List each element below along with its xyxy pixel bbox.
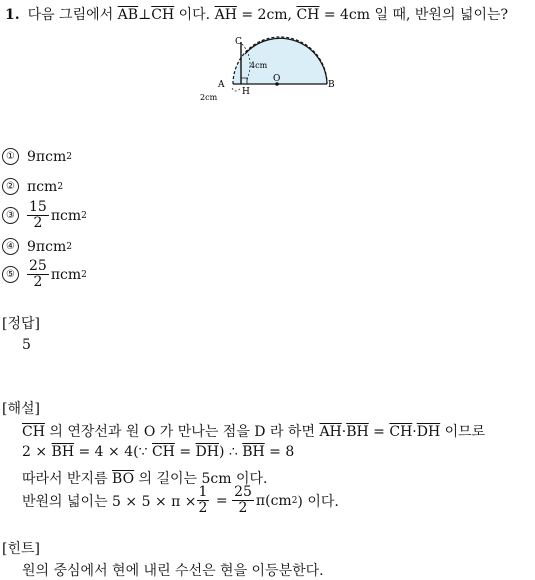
choice-2[interactable]: ② πcm 2 [2, 178, 63, 195]
hint-header: [힌트] [2, 541, 40, 557]
label-a: A [218, 80, 225, 90]
choice-5[interactable]: ⑤ $\frac{25}{2}$ πcm 2 [2, 259, 87, 290]
solution-line-2: $2 \times \overline{BH} = 4$ × 4(∵ $\overline{CH} = \overline{DH}$) ∴ $\overline{BH} = 8$ [22, 444, 295, 460]
fraction: $\frac{15}{2}$ [29, 199, 47, 231]
label-c: C [235, 37, 242, 47]
question-number: 1. [5, 7, 20, 23]
ah-brace [232, 88, 241, 91]
question-text: 1. 다음 그림에서 $\overline{AB}\perp\overline{CH}$ 이다. $\overline{AH} = 2cm$, $\overline{CH} = 4cm$ 일 때, 반원의 넓이는? [5, 7, 508, 23]
answer-value: 5 [22, 337, 31, 353]
choice-4[interactable]: ④ 9πcm 2 [2, 238, 72, 255]
answer-header: [정답] [2, 316, 40, 332]
fraction: $\frac{1}{2}$ [198, 484, 208, 516]
label-o: O [273, 74, 281, 84]
choice-mark: ③ [2, 207, 19, 224]
solution-line-4: 반원의 넓이는 5 × 5 × π × $\frac{1}{2}$ = $\frac{25}{2}$ π(cm 2 ) 이다. [22, 484, 339, 516]
semicircle-figure [195, 28, 345, 108]
label-ah-length: 2cm [200, 93, 218, 102]
label-b: B [328, 80, 335, 90]
solution-line-1: $\overline{CH}$ 의 연장선과 원 O 가 만나는 점을 D 라 하면 $\overline{AH}\cdot\overline{BH} = \overline{CH}\cdot\overline{DH}$ 이므로 [22, 424, 486, 440]
solution-header: [해설] [2, 401, 40, 417]
label-ch-length: 4cm [250, 61, 268, 70]
choice-mark: ② [2, 178, 19, 195]
choice-3[interactable]: ③ $\frac{15}{2}$ πcm 2 [2, 200, 87, 231]
solution-line-3: 따라서 반지름 $\overline{BO}$ 의 길이는 5cm 이다. [22, 471, 268, 487]
label-h: H [242, 87, 250, 97]
choice-mark: ① [2, 148, 19, 165]
fraction: $\frac{25}{2}$ [234, 484, 252, 516]
choice-mark: ④ [2, 238, 19, 255]
hint-text: 원의 중심에서 현에 내린 수선은 현을 이등분한다. [22, 563, 324, 579]
fraction: $\frac{25}{2}$ [29, 258, 47, 290]
choice-1[interactable]: ① 9πcm 2 [2, 148, 72, 165]
choice-mark: ⑤ [2, 266, 19, 283]
